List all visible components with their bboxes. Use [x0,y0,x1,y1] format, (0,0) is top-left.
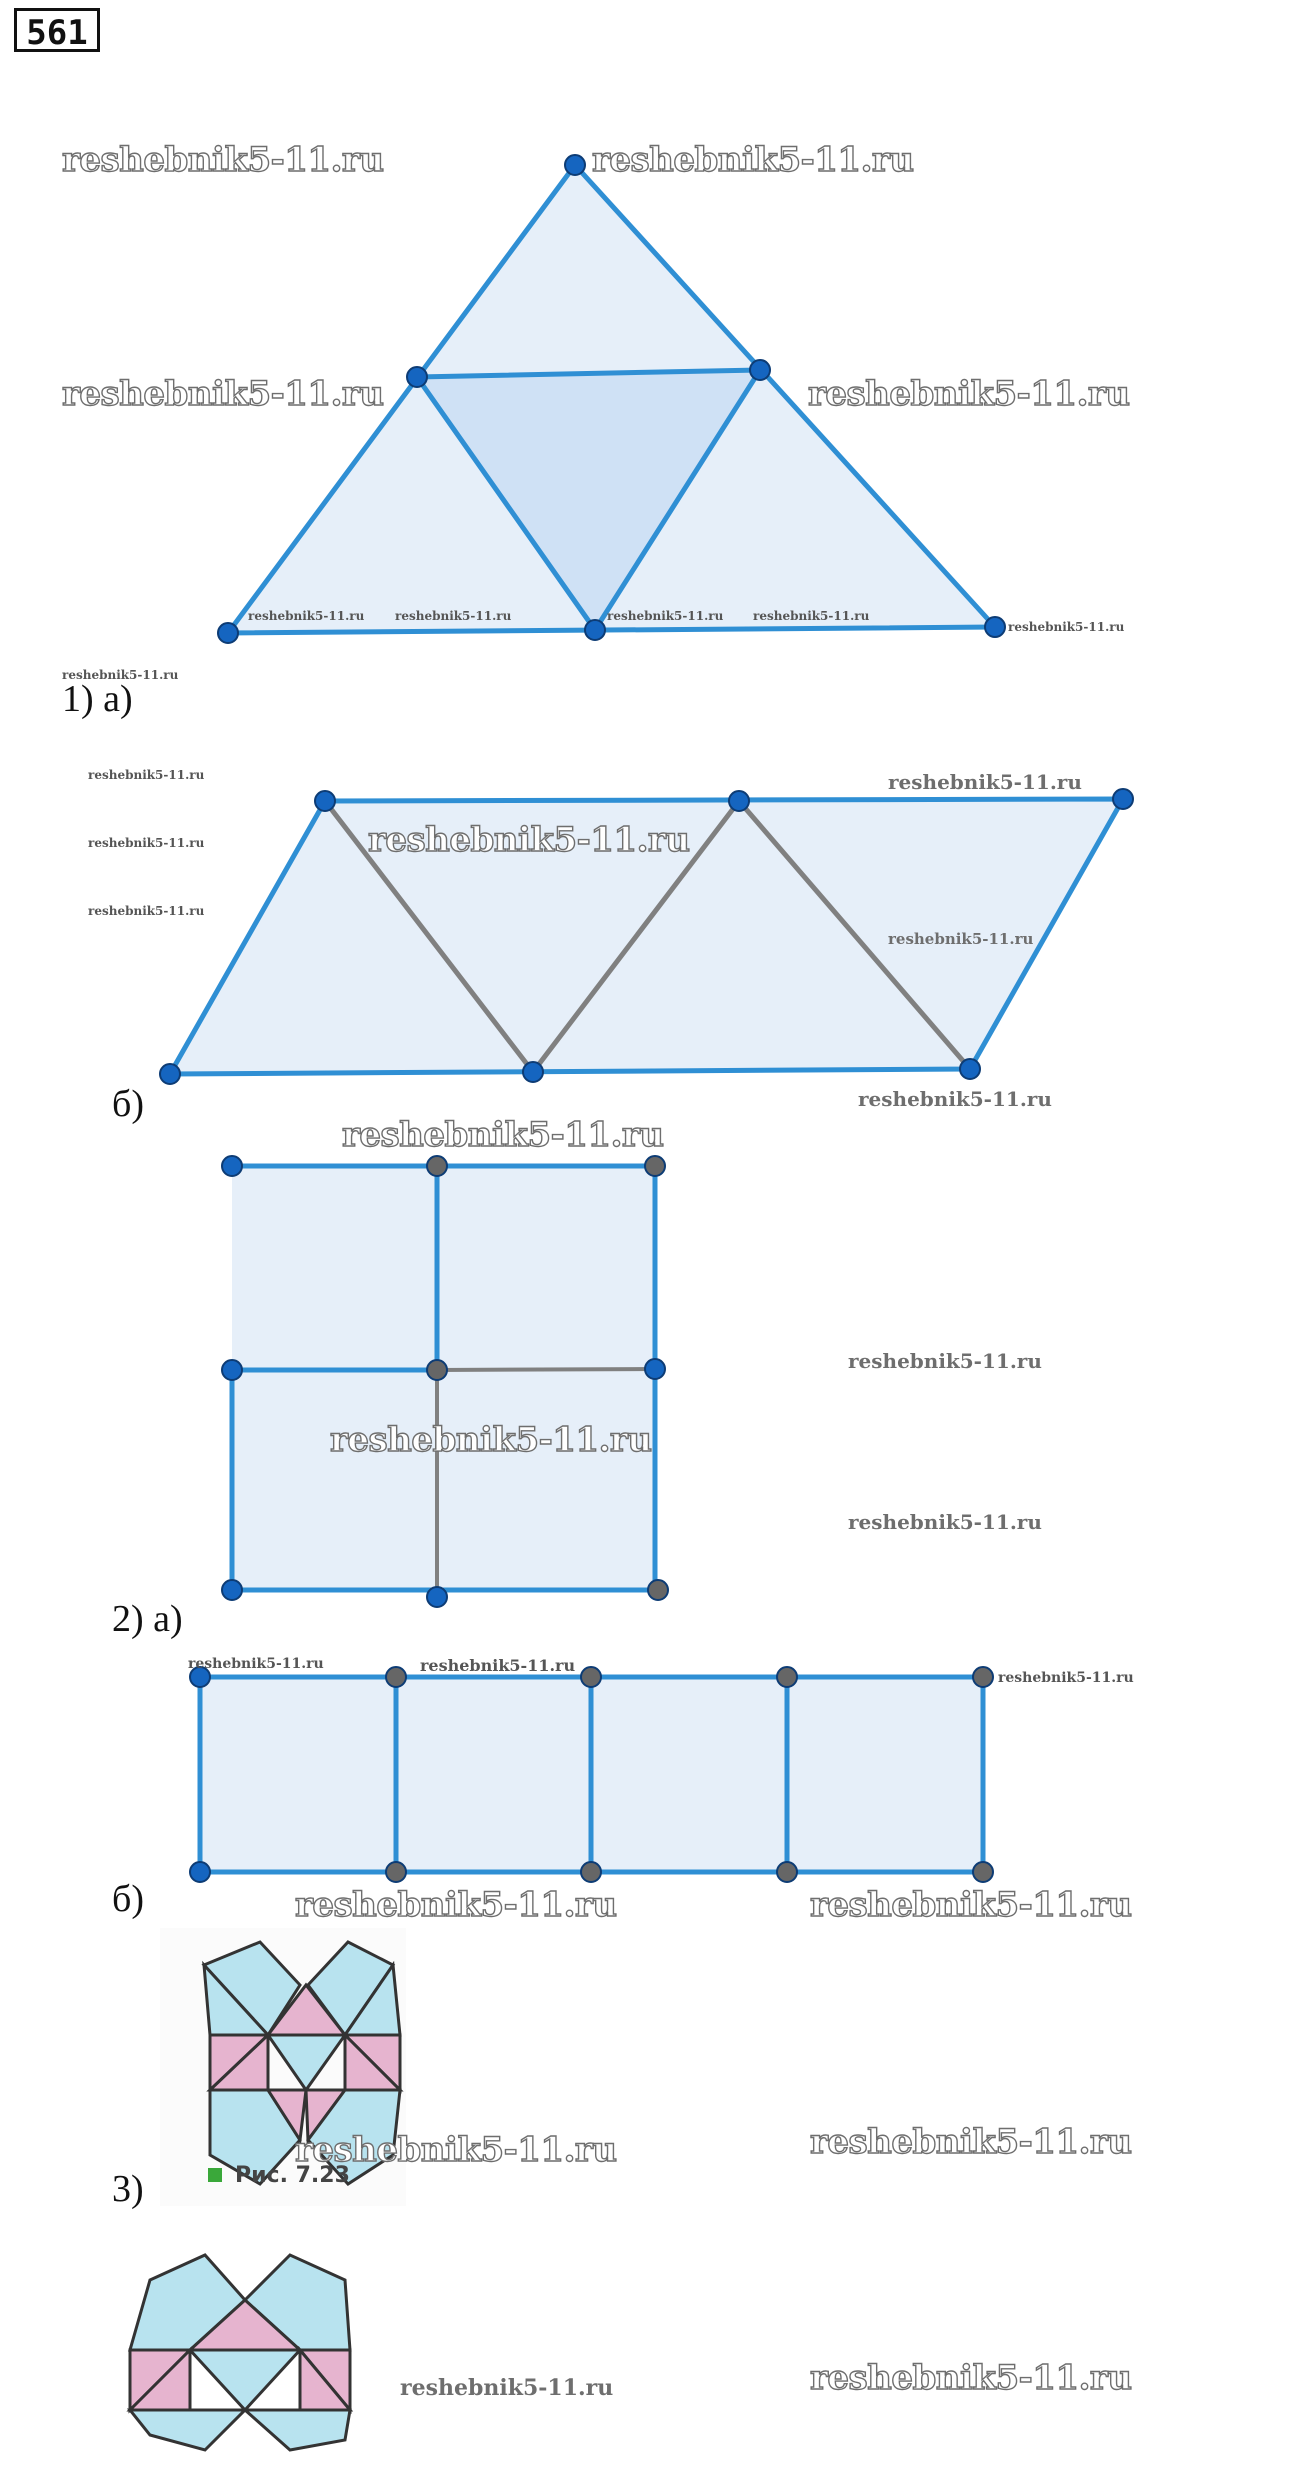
problem-number: 561 [14,8,100,52]
watermark: reshebnik5-11.ru [342,1115,664,1155]
watermark: reshebnik5-11.ru [88,904,205,918]
watermark: reshebnik5-11.ru [248,609,365,623]
figure-3-tiles [110,2255,350,2450]
watermark: reshebnik5-11.ru [188,1656,324,1672]
watermark: reshebnik5-11.ru [810,2358,1132,2398]
watermark: reshebnik5-11.ru [998,1670,1134,1686]
watermark: reshebnik5-11.ru [810,1885,1132,1925]
watermark: reshebnik5-11.ru [753,609,870,623]
watermark: reshebnik5-11.ru [400,2375,614,2401]
watermark: reshebnik5-11.ru [295,1885,617,1925]
watermark: reshebnik5-11.ru [848,1510,1042,1534]
watermark: reshebnik5-11.ru [295,2130,617,2170]
caption-marker [208,2168,222,2182]
watermark: reshebnik5-11.ru [1008,620,1125,634]
watermark: reshebnik5-11.ru [368,820,690,860]
watermark: reshebnik5-11.ru [420,1656,576,1675]
watermark: reshebnik5-11.ru [88,836,205,850]
figure-2b-row-squares [190,1667,993,1882]
watermark: reshebnik5-11.ru [888,770,1082,794]
figure-2a-square [222,1156,668,1607]
watermark: reshebnik5-11.ru [607,609,724,623]
label-part-1a: 1) а) [62,678,133,720]
watermark: reshebnik5-11.ru [848,1349,1042,1373]
watermark: reshebnik5-11.ru [810,2122,1132,2162]
watermark: reshebnik5-11.ru [62,668,179,682]
watermark: reshebnik5-11.ru [88,768,205,782]
label-part-2a: 2) а) [112,1598,183,1640]
watermark: reshebnik5-11.ru [62,374,384,414]
watermark: reshebnik5-11.ru [888,930,1034,948]
watermark: reshebnik5-11.ru [808,374,1130,414]
watermark: reshebnik5-11.ru [592,140,914,180]
watermark: reshebnik5-11.ru [858,1087,1052,1111]
figure-caption: Рис. 7.23 [235,2163,350,2188]
watermark: reshebnik5-11.ru [62,140,384,180]
label-part-2b: б) [112,1878,144,1920]
label-part-1b: б) [112,1083,144,1125]
watermark: reshebnik5-11.ru [330,1420,652,1460]
label-part-3: 3) [112,2168,144,2210]
watermark: reshebnik5-11.ru [395,609,512,623]
